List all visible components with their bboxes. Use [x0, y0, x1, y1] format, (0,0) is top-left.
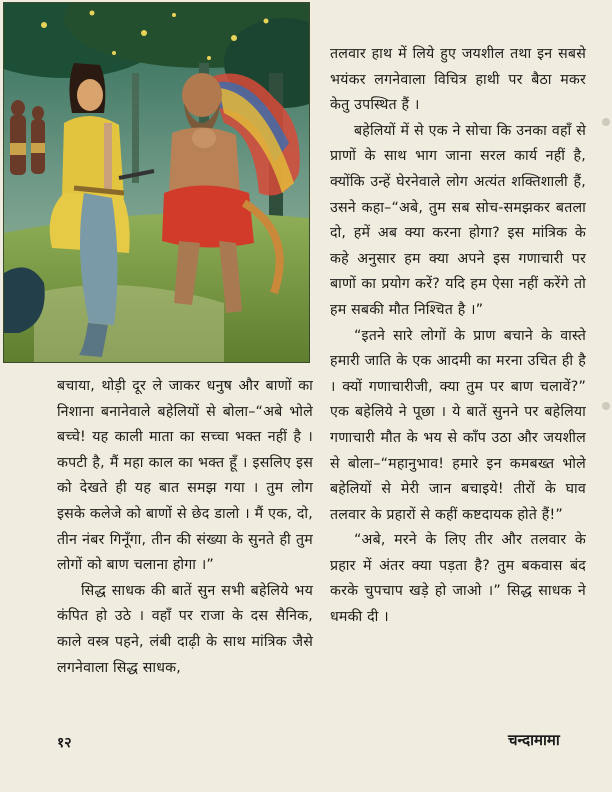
- right-text-column: [330, 42, 586, 631]
- left-text-column: [57, 374, 313, 681]
- paragraph-4: “अबे, मरने के लिए तीर और तलवार के प्रहार में अंतर क्या पड़ता है? तुम बकवास बंद करके चुपचाप खड़े हो जाओ ।” सिद्ध साधक ने धमकी दी ।: [330, 532, 586, 626]
- story-illustration: [3, 2, 310, 363]
- page-number: १२: [57, 735, 72, 751]
- edge-mark: [602, 118, 610, 126]
- paragraph-1: तलवार हाथ में लिये हुए जयशील तथा इन सबसे भयंकर लगनेवाला विचित्र हाथी पर बैठा मकर केतु उपस्थित हैं ।: [330, 46, 586, 114]
- paragraph-6: सिद्ध साधक की बातें सुन सभी बहेलिये भय कंपित हो उठे । वहाँ पर राजा के दस सैनिक, काले वस्त्र पहने, लंबी दाढ़ी के साथ मांत्रिक जैसे लगनेवाला सिद्ध साधक,: [57, 582, 313, 676]
- magazine-name: चन्दामामा: [508, 731, 560, 749]
- edge-mark: [602, 402, 610, 410]
- paragraph-2: बहेलियों में से एक ने सोचा कि उनका वहाँ से प्राणों के साथ भाग जाना सरल कार्य नहीं है, क्योंकि उन्हें घेरनेवाले लोग अत्यंत शक्तिशाली हैं, उसने कहा–“अबे, तुम सब सोच-समझकर बतला दो, हमें अब क्या करना होगा? इस मांत्रिक के कहे अनुसार हम क्या अपने इस गणाचारी पर बाणों का प्रयोग करें? यदि हम ऐसा नहीं करेंगे तो हम सबकी मौत निश्चित है ।”: [330, 122, 586, 318]
- paragraph-5: बचाया, थोड़ी दूर ले जाकर धनुष और बाणों का निशाना बनानेवाले बहेलियों से बोला–“अबे भोले बच्चे! यह काली माता का सच्चा भक्त नहीं है । कपटी है, मैं महा काल का भक्त हूँ । इसलिए इस को देखते ही यह बात समझ गया । तुम लोग इसके कलेजे को बाणों से छेद डालो । मैं एक, दो, तीन नंबर गिनूँगा, तीन की संख्या के सुनते ही तुम लोगों को बाण चलाना होगा ।”: [57, 378, 313, 574]
- illustration-drawing: [4, 3, 309, 362]
- paragraph-3: “इतने सारे लोगों के प्राण बचाने के वास्ते हमारी जाति के एक आदमी का मरना उचित ही है । क्यों गणाचारीजी, क्या तुम पर बाण चलावें?” एक बहेलिये ने पूछा । ये बातें सुनने पर बहेलिया गणाचारी मौत के भय से काँप उठा और जयशील से बोला–“महानुभाव! हमारे इन कमबख्त भोले बहेलियों से मेरी जान बचाइये! तीरों के घाव तलवार के प्रहारों से कहीं कष्टदायक होते हैं!”: [330, 327, 586, 523]
